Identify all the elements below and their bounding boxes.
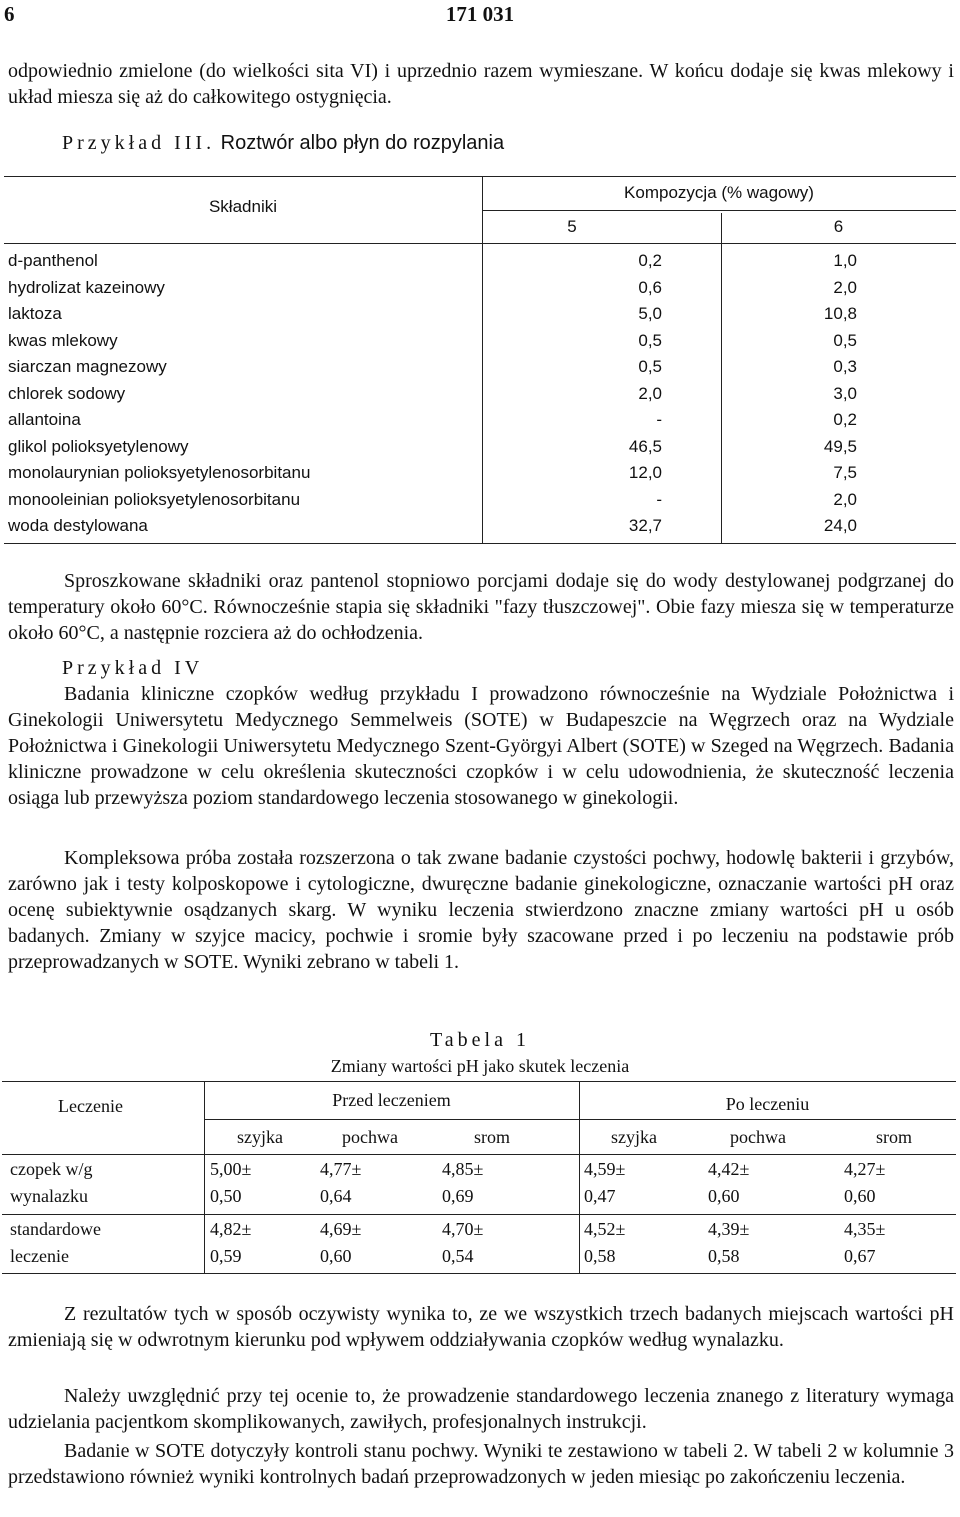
sub-column-header: srom [474,1127,510,1147]
sub-column-header: srom [876,1127,912,1147]
value-col-6: 7,5 [833,463,857,482]
mean-value: 4,82± [210,1219,252,1239]
example-4-heading [62,655,203,681]
value-col-6: 0,3 [833,357,857,376]
sd-value: 0,58 [708,1246,740,1266]
value-col-5: 0,2 [638,251,662,270]
table-divider [482,210,956,211]
sd-value: 0,67 [844,1246,876,1266]
composition-header: Kompozycja (% wagowy) [624,183,814,202]
table-divider [204,1119,956,1120]
example-3-title: Roztwór albo płyn do rozpylania [215,132,505,154]
row-label: czopek w/g [10,1159,93,1179]
table-row [4,251,956,277]
value-col-6: 3,0 [833,383,857,403]
mean-value: 4,35± [844,1219,886,1239]
page-number: 6 [4,2,15,26]
example-3-heading [62,130,504,156]
example-4-label: Przykład IV [62,657,204,679]
column-5-header: 5 [567,217,577,236]
value-col-6: 10,8 [823,304,857,323]
powders-paragraph: Sproszkowane składniki oraz pantenol stopniowo porcjami dodaje się do wody destylowanej podgrzanej do temperatury około 60°C. Równocześnie stapia się składniki "fazy tłuszczowej". Obie fazy miesza się w temperaturze około 60°C, a następnie rozciera aż do ochłodzenia. [8,570,954,644]
value-col-6: 2,0 [833,277,857,297]
value-col-5: - [656,489,662,509]
sd-value: 0,59 [210,1246,242,1266]
example-3-label: Przykład III. [62,132,216,154]
sub-column-header: szyjka [237,1127,283,1147]
sd-value: 0,60 [320,1246,352,1266]
page-header [0,2,960,28]
value-col-6: 0,5 [833,330,857,350]
sd-value: 0,58 [584,1246,616,1266]
before-treatment-header: Przed leczeniem [332,1090,451,1110]
mean-value: 4,85± [442,1159,484,1179]
table-row [4,463,956,489]
sub-column-header: szyjka [611,1127,657,1147]
value-col-6: 2,0 [833,489,857,509]
row-label: wynalazku [10,1186,88,1206]
table-divider [2,1214,956,1215]
clinical-paragraph: Badania kliniczne czopków według przykładu I prowadzono równocześnie na Wydziale Położnictwa i Ginekologii Uniwersytetu Medycznego Semmelweis (SOTE) w Budapeszcie na Węgrzech oraz na Wydziale Położnictwa i Ginekologii Uniwersytetu Medycznego Szent-Györgyi Albert (SOTE) w Szeged na Węgrzech. Badania kliniczne prowadzone w celu określenia skuteczności czopków i w celu udowodnienia, że skuteczność leczenia osiąga lub przewyższa poziom standardowego leczenia stosowanego w ginekologii. [8,683,954,809]
mean-value: 4,27± [844,1159,886,1179]
ingredients-header: Składniki [208,197,278,216]
table-row [4,331,956,357]
sd-value: 0,47 [584,1186,616,1206]
sd-value: 0,64 [320,1186,352,1206]
value-col-5: 0,5 [638,357,662,376]
table-caption-number: Tabela 1 [429,1029,530,1051]
sub-column-header: pochwa [342,1127,398,1147]
ingredient-name: woda destylowana [8,516,148,535]
value-col-5: 5,0 [638,304,662,323]
mean-value: 4,52± [584,1219,626,1239]
table-row [4,357,956,383]
composition-table [4,176,956,544]
value-col-6: 49,5 [823,436,857,456]
ingredient-name: chlorek sodowy [8,383,126,403]
table-divider [2,1154,956,1155]
sd-value: 0,54 [442,1246,474,1266]
value-col-5: 12,0 [628,463,662,482]
value-col-6: 0,2 [833,410,857,429]
table-row [4,278,956,304]
patent-id: 171 031 [445,2,515,26]
mean-value: 4,39± [708,1219,750,1239]
column-6-header: 6 [833,217,844,236]
sd-value: 0,60 [708,1186,740,1206]
ingredient-name: allantoina [8,410,81,429]
table-row [4,516,956,542]
sd-value: 0,69 [442,1186,474,1206]
table-row [4,384,956,410]
ingredient-name: d-panthenol [8,251,98,270]
mean-value: 4,70± [442,1219,484,1239]
row-label: standardowe [10,1219,101,1239]
value-col-5: 0,5 [638,330,662,350]
note-paragraph: Należy uwzględnić przy tej ocenie to, że prowadzenie standardowego leczenia znanego z literatury wymaga udzielania pacjentkom skomplikowanych, zawiłych, profesjonalnych instrukcji. [8,1385,954,1433]
mean-value: 4,77± [320,1159,362,1179]
sd-value: 0,50 [210,1186,242,1206]
row-label: leczenie [10,1246,69,1266]
value-col-5: 46,5 [628,436,662,456]
value-col-6: 24,0 [823,516,857,535]
value-col-6: 1,0 [833,251,857,270]
mean-value: 5,00± [210,1159,252,1179]
results-paragraph: Z rezultatów tych w sposób oczywisty wynika to, ze we wszystkich trzech badanych miejscach wartości pH zmieniają się w odwrotnym kierunku pod wpływem oddziaływania czopków według wynalazku. [8,1303,954,1351]
value-col-5: 0,6 [638,277,662,297]
ingredient-name: hydrolizat kazeinowy [8,277,165,297]
value-col-5: - [656,410,662,429]
table-row [4,490,956,516]
mean-value: 4,69± [320,1219,362,1239]
sd-value: 0,60 [844,1186,876,1206]
mean-value: 4,59± [584,1159,626,1179]
value-col-5: 2,0 [638,383,662,403]
value-col-5: 32,7 [628,516,662,535]
ingredient-name: laktoza [8,304,62,323]
ingredient-name: glikol polioksyetylenowy [8,436,189,456]
ingredient-name: siarczan magnezowy [8,357,167,376]
sub-column-header: pochwa [730,1127,786,1147]
table-row [4,304,956,330]
table-row [4,410,956,436]
treatment-header: Leczenie [58,1096,123,1116]
ph-table [2,1081,956,1274]
table-caption-title: Zmiany wartości pH jako skutek leczenia [330,1056,630,1076]
ingredient-name: monooleinian polioksyetylenosorbitanu [8,489,301,509]
ingredient-name: kwas mlekowy [8,330,118,350]
after-treatment-header: Po leczeniu [725,1094,810,1114]
sote-paragraph: Badanie w SOTE dotyczyły kontroli stanu pochwy. Wyniki te zestawiono w tabeli 2. W tabeli 2 w kolumnie 3 przedstawiono również wyniki kontrolnych badań przeprowadzonych w jeden miesiąc po zakończeniu leczenia. [8,1440,954,1488]
table-row [4,437,956,463]
ingredient-name: monolaurynian polioksyetylenosorbitanu [8,463,311,482]
intro-paragraph: odpowiednio zmielone (do wielkości sita VI) i uprzednio razem wymieszane. W końcu dodaje się kwas mlekowy i układ miesza się aż do całkowitego ostygnięcia. [8,60,954,108]
table-divider [4,243,956,244]
complex-paragraph: Kompleksowa próba została rozszerzona o tak zwane badanie czystości pochwy, hodowlę bakterii i grzybów, zarówno jak i testy kolposkopowe i cytologiczne, dwuręczne badanie ginekologiczne, oznaczanie wartości pH oraz ocenę subiektywnie osądzanych skarg. W wyniku leczenia stwierdzono znaczne zmiany wartości pH u osób badanych. Zmiany w szyjce macicy, pochwie i sromie były szacowane przed i po leczeniu na podstawie prób przeprowadzanych w SOTE. Wyniki zebrano w tabeli 1. [8,847,954,973]
mean-value: 4,42± [708,1159,750,1179]
